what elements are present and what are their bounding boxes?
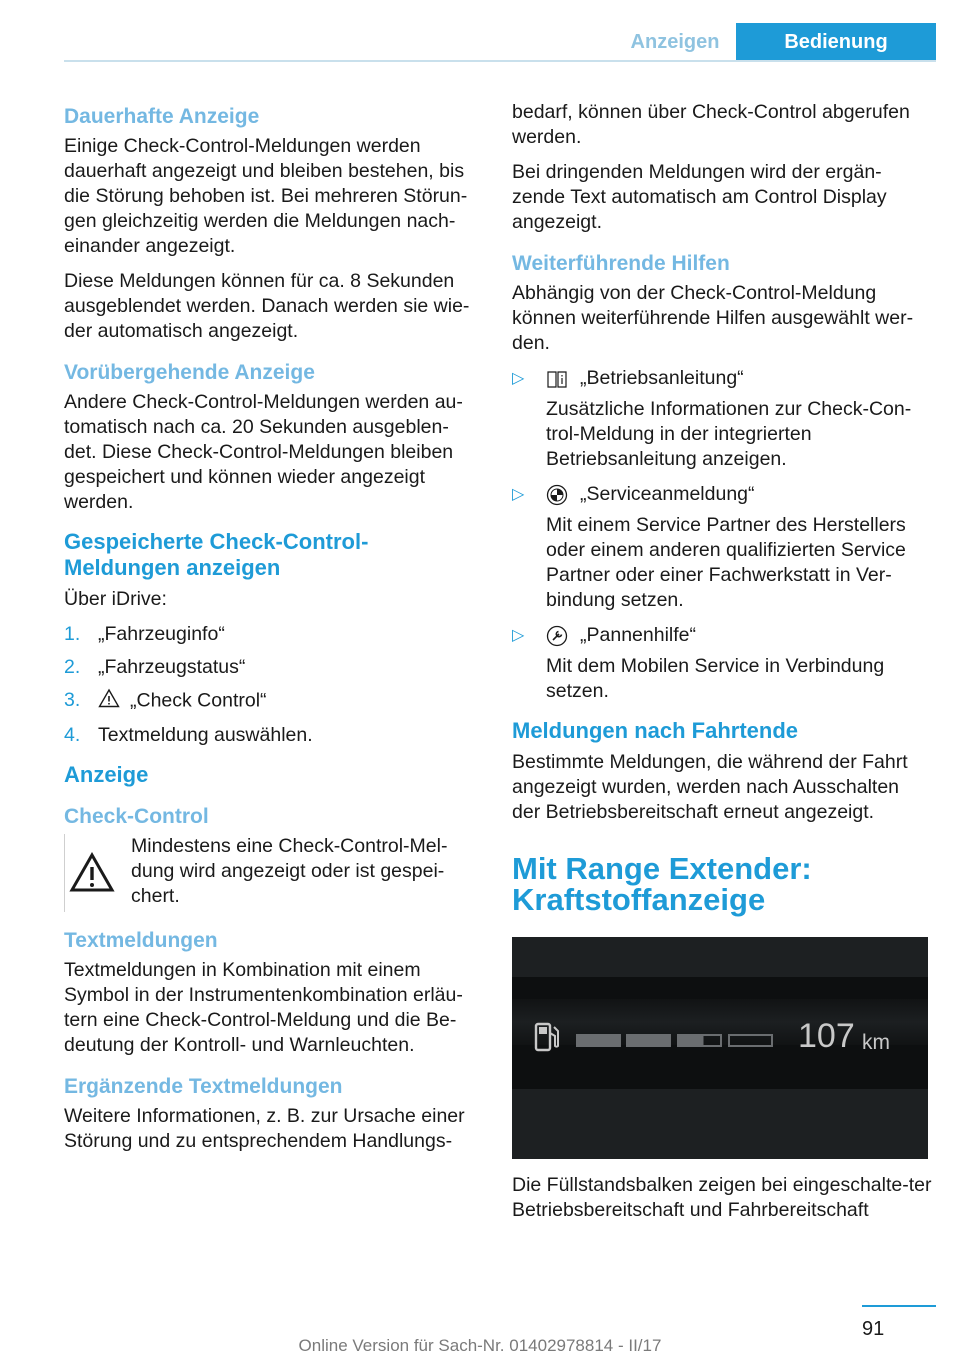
paragraph: Bestimmte Meldungen, die während der Fahrt angezeigt wurden, werden nach Ausschalten der Betriebsbereitschaft erneut angezeigt.: [512, 751, 908, 823]
fuel-bar-1: [576, 1034, 621, 1047]
fuel-display-image: [512, 937, 928, 1159]
help-description: Mit einem Service Partner des Herstellers oder einem anderen qualifizierten Service Partner oder einer Fachwerkstatt in Ver-bindung setzen.: [546, 514, 906, 611]
step-text: „Check Control“: [130, 689, 267, 712]
header-tab-anzeigen: Anzeigen: [630, 31, 720, 53]
warning-triangle-icon: [64, 834, 119, 912]
help-description: Zusätzliche Informationen zur Check-Con-trol-Meldung in der integrierten Betriebsanleitung anzeigen.: [546, 398, 912, 470]
footer-text: Online Version für Sach-Nr. 01402978814 - II/17: [298, 1336, 662, 1355]
paragraph: Die Füllstandsbalken zeigen bei eingeschalte-ter Betriebsbereitschaft und Fahrbereitschaft: [512, 1174, 932, 1221]
heading-weiterfuehrende-hilfen: Weiterführende Hilfen: [512, 252, 730, 275]
step-number: 1.: [64, 623, 81, 645]
heading-meldungen-nach-fahrtende: Meldungen nach Fahrtende: [512, 718, 799, 743]
steps-list: [64, 622, 480, 748]
page-number: 91: [862, 1318, 885, 1340]
paragraph: Diese Meldungen können für ca. 8 Sekunden ausgeblendet werden. Danach werden sie wie-der automatisch angezeigt.: [64, 270, 470, 342]
list-item: [512, 623, 932, 704]
warning-triangle-icon: [98, 688, 124, 715]
wrench-icon: [546, 625, 568, 647]
help-label: „Betriebsanleitung“: [580, 367, 744, 389]
heading-range-extender: Mit Range Extender: Kraftstoffanzeige: [512, 851, 812, 917]
fuel-pump-icon: [534, 1021, 560, 1053]
step-text: „Fahrzeugstatus“: [98, 656, 246, 678]
check-control-box: [64, 834, 480, 912]
bullet-triangle-icon: ▷: [512, 370, 525, 387]
heading-voruebergehende-anzeige: Vorübergehende Anzeige: [64, 361, 315, 384]
paragraph: Einige Check-Control-Meldungen werden dauerhaft angezeigt und bleiben bestehen, bis die Störung behoben ist. Bei mehreren Störun-gen gleichzeitig werden die Meldungen nach-einander angezeigt.: [64, 135, 468, 257]
range-unit: km: [862, 1031, 890, 1054]
heading-check-control: Check-Control: [64, 805, 209, 828]
range-value: 107: [798, 1017, 855, 1055]
heading-textmeldungen: Textmeldungen: [64, 929, 218, 952]
step-text: „Fahrzeuginfo“: [98, 623, 225, 645]
step-text: Textmeldung auswählen.: [98, 724, 313, 746]
paragraph: Textmeldungen in Kombination mit einem Symbol in der Instrumentenkombination erläu-tern eine Check-Control-Meldung und die Be-deutung der Kontroll- und Warnleuchten.: [64, 959, 463, 1056]
list-item: [64, 622, 480, 647]
fuel-bar-2: [626, 1034, 671, 1047]
paragraph: Über iDrive:: [64, 588, 167, 610]
list-item: [512, 366, 932, 472]
paragraph: Andere Check-Control-Meldungen werden au-tomatisch nach ca. 20 Sekunden ausgeblen-det. Diese Check-Control-Meldungen bleiben gespeichert und können wieder angezeigt werden.: [64, 391, 463, 513]
help-label: „Pannenhilfe“: [580, 624, 696, 646]
bmw-logo-icon: [546, 484, 568, 506]
heading-anzeige: Anzeige: [64, 762, 149, 787]
right-column: [512, 100, 932, 1233]
header-rule: [64, 60, 936, 62]
fuel-bar-4: [728, 1034, 773, 1047]
bullet-triangle-icon: ▷: [512, 486, 525, 503]
fuel-bar-3: [677, 1034, 722, 1047]
bullet-triangle-icon: ▷: [512, 627, 525, 644]
list-item: [64, 688, 480, 715]
heading-gespeicherte-meldungen: Gespeicherte Check-Control-Meldungen anzeigen: [64, 529, 369, 580]
header-tab-bedienung: Bedienung: [736, 23, 936, 62]
step-number: 2.: [64, 656, 81, 678]
paragraph: bedarf, können über Check-Control abgerufen werden.: [512, 101, 910, 148]
step-number: 3.: [64, 689, 81, 711]
list-item: [512, 482, 932, 613]
paragraph: Weitere Informationen, z. B. zur Ursache einer Störung und zu entsprechendem Handlungs-: [64, 1105, 465, 1152]
help-list: [512, 366, 932, 704]
step-number: 4.: [64, 724, 81, 746]
check-control-text: Mindestens eine Check-Control-Mel-dung wird angezeigt oder ist gespei-chert.: [131, 835, 448, 907]
list-item: [64, 723, 480, 748]
help-label: „Serviceanmeldung“: [580, 483, 755, 505]
list-item: [64, 655, 480, 680]
paragraph: Bei dringenden Meldungen wird der ergän-zende Text automatisch am Control Display angezeigt.: [512, 161, 887, 233]
help-description: Mit dem Mobilen Service in Verbindung setzen.: [546, 655, 885, 702]
paragraph: Abhängig von der Check-Control-Meldung können weiterführende Hilfen ausgewählt wer-den.: [512, 282, 914, 354]
left-column: [64, 100, 480, 1164]
heading-dauerhafte-anzeige: Dauerhafte Anzeige: [64, 105, 260, 128]
manual-icon: [546, 368, 568, 390]
page-number-rule: [862, 1305, 936, 1307]
heading-ergaenzende-textmeldungen: Ergänzende Textmeldungen: [64, 1075, 343, 1098]
